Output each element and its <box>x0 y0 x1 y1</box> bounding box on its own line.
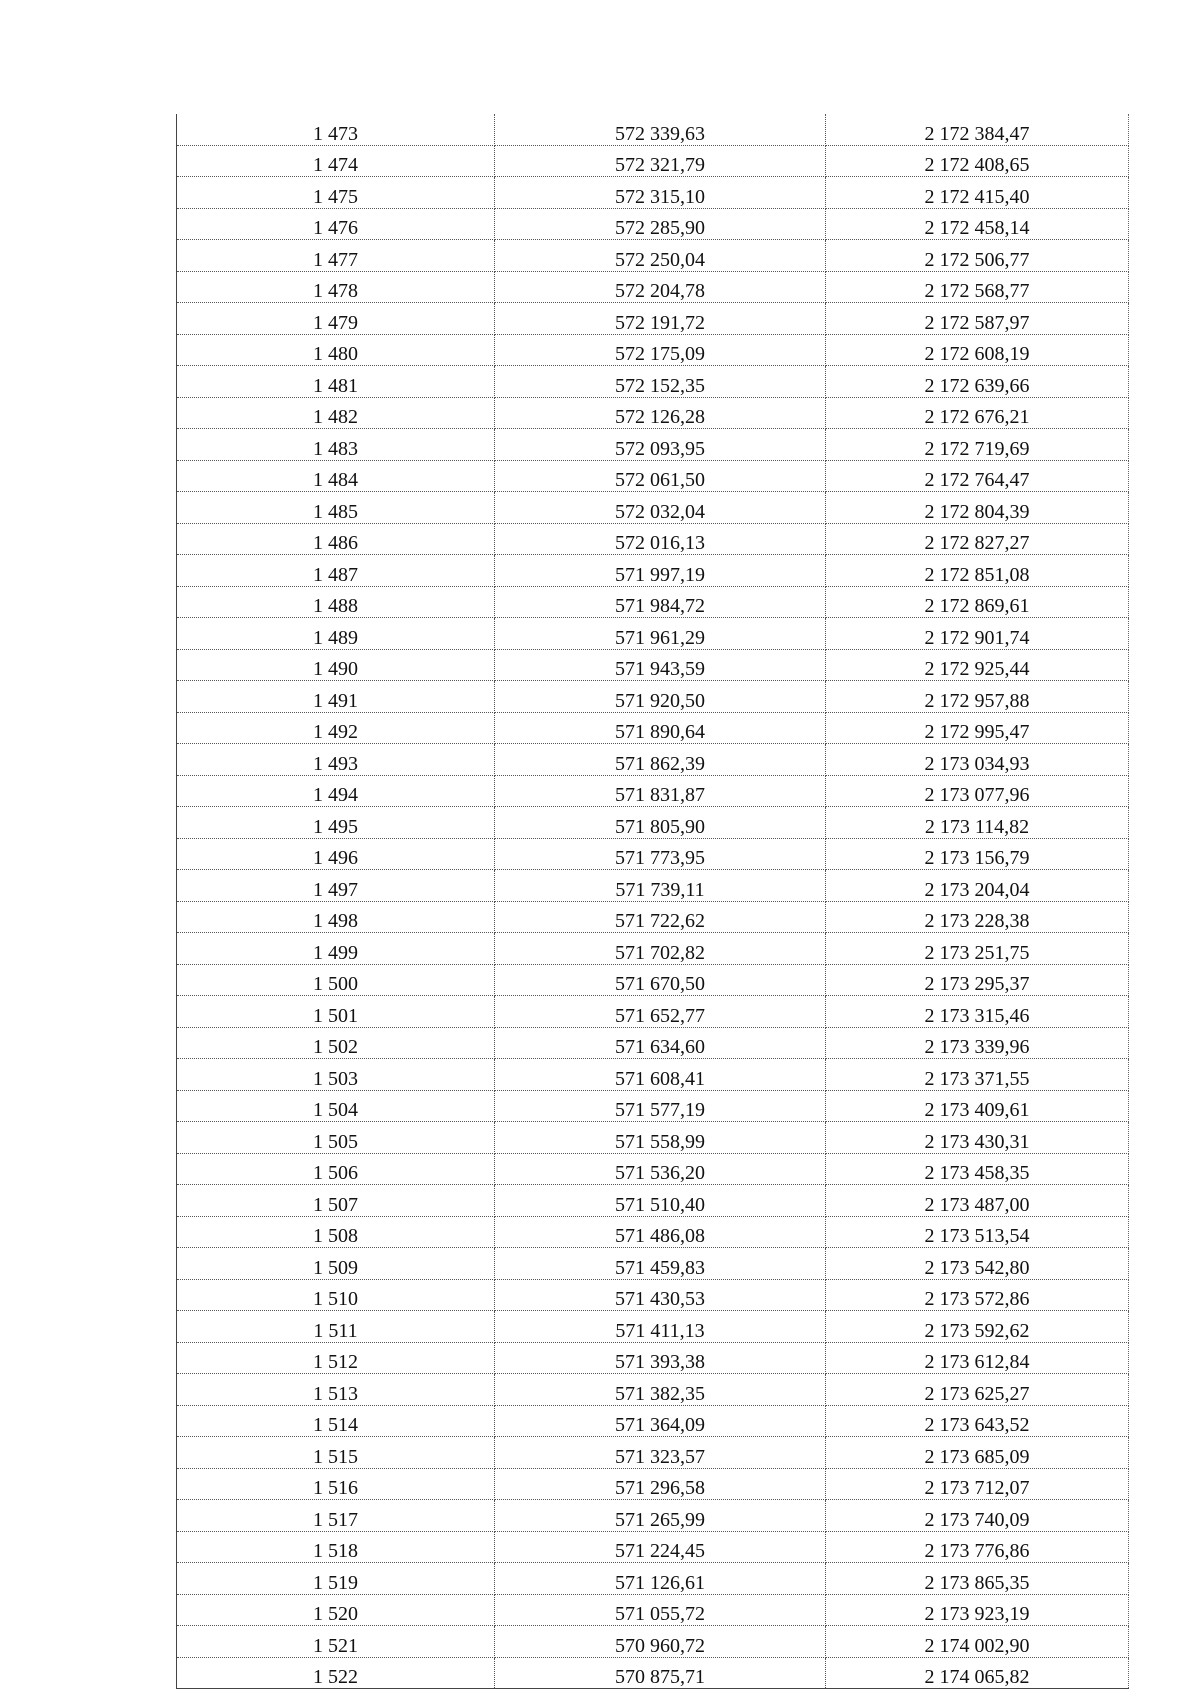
y-coordinate-cell: 2 172 587,97 <box>826 303 1129 335</box>
point-number-cell: 1 509 <box>177 1248 495 1280</box>
point-number-cell: 1 522 <box>177 1657 495 1689</box>
table-row <box>177 429 1129 461</box>
table-row <box>177 114 1129 145</box>
x-coordinate-cell: 571 459,83 <box>495 1248 826 1280</box>
point-number-cell: 1 511 <box>177 1311 495 1343</box>
x-coordinate-cell: 571 430,53 <box>495 1279 826 1311</box>
y-coordinate-cell: 2 173 776,86 <box>826 1531 1129 1563</box>
x-coordinate-cell: 572 016,13 <box>495 523 826 555</box>
y-coordinate-cell: 2 172 608,19 <box>826 334 1129 366</box>
table-row <box>177 1153 1129 1185</box>
table-row <box>177 618 1129 650</box>
x-coordinate-cell: 571 890,64 <box>495 712 826 744</box>
x-coordinate-cell: 572 175,09 <box>495 334 826 366</box>
x-coordinate-cell: 572 191,72 <box>495 303 826 335</box>
x-coordinate-cell: 572 285,90 <box>495 208 826 240</box>
y-coordinate-cell: 2 172 384,47 <box>826 114 1129 145</box>
x-coordinate-cell: 571 536,20 <box>495 1153 826 1185</box>
point-number-cell: 1 501 <box>177 996 495 1028</box>
table-row <box>177 145 1129 177</box>
point-number-cell: 1 487 <box>177 555 495 587</box>
y-coordinate-cell: 2 173 077,96 <box>826 775 1129 807</box>
y-coordinate-cell: 2 172 676,21 <box>826 397 1129 429</box>
table-row <box>177 649 1129 681</box>
table-row <box>177 586 1129 618</box>
point-number-cell: 1 519 <box>177 1563 495 1595</box>
point-number-cell: 1 496 <box>177 838 495 870</box>
point-number-cell: 1 490 <box>177 649 495 681</box>
x-coordinate-cell: 571 608,41 <box>495 1059 826 1091</box>
x-coordinate-cell: 571 831,87 <box>495 775 826 807</box>
point-number-cell: 1 498 <box>177 901 495 933</box>
y-coordinate-cell: 2 173 156,79 <box>826 838 1129 870</box>
x-coordinate-cell: 572 152,35 <box>495 366 826 398</box>
point-number-cell: 1 513 <box>177 1374 495 1406</box>
table-row <box>177 208 1129 240</box>
point-number-cell: 1 520 <box>177 1594 495 1626</box>
table-row <box>177 933 1129 965</box>
x-coordinate-cell: 571 862,39 <box>495 744 826 776</box>
point-number-cell: 1 507 <box>177 1185 495 1217</box>
point-number-cell: 1 516 <box>177 1468 495 1500</box>
point-number-cell: 1 506 <box>177 1153 495 1185</box>
y-coordinate-cell: 2 172 639,66 <box>826 366 1129 398</box>
table-row <box>177 964 1129 996</box>
y-coordinate-cell: 2 173 625,27 <box>826 1374 1129 1406</box>
x-coordinate-cell: 571 382,35 <box>495 1374 826 1406</box>
point-number-cell: 1 477 <box>177 240 495 272</box>
point-number-cell: 1 483 <box>177 429 495 461</box>
table-row <box>177 1468 1129 1500</box>
point-number-cell: 1 494 <box>177 775 495 807</box>
x-coordinate-cell: 571 984,72 <box>495 586 826 618</box>
point-number-cell: 1 515 <box>177 1437 495 1469</box>
y-coordinate-cell: 2 172 901,74 <box>826 618 1129 650</box>
y-coordinate-cell: 2 173 592,62 <box>826 1311 1129 1343</box>
table-row <box>177 1374 1129 1406</box>
y-coordinate-cell: 2 173 712,07 <box>826 1468 1129 1500</box>
y-coordinate-cell: 2 173 430,31 <box>826 1122 1129 1154</box>
point-number-cell: 1 479 <box>177 303 495 335</box>
point-number-cell: 1 517 <box>177 1500 495 1532</box>
x-coordinate-cell: 572 061,50 <box>495 460 826 492</box>
table-row <box>177 1122 1129 1154</box>
point-number-cell: 1 497 <box>177 870 495 902</box>
y-coordinate-cell: 2 173 643,52 <box>826 1405 1129 1437</box>
y-coordinate-cell: 2 173 034,93 <box>826 744 1129 776</box>
point-number-cell: 1 500 <box>177 964 495 996</box>
table-row <box>177 1657 1129 1689</box>
point-number-cell: 1 489 <box>177 618 495 650</box>
table-row <box>177 744 1129 776</box>
y-coordinate-cell: 2 173 339,96 <box>826 1027 1129 1059</box>
x-coordinate-cell: 571 510,40 <box>495 1185 826 1217</box>
x-coordinate-cell: 571 364,09 <box>495 1405 826 1437</box>
y-coordinate-cell: 2 173 542,80 <box>826 1248 1129 1280</box>
table-row <box>177 807 1129 839</box>
table-row <box>177 240 1129 272</box>
x-coordinate-cell: 571 126,61 <box>495 1563 826 1595</box>
point-number-cell: 1 514 <box>177 1405 495 1437</box>
x-coordinate-cell: 571 411,13 <box>495 1311 826 1343</box>
table-row <box>177 366 1129 398</box>
point-number-cell: 1 492 <box>177 712 495 744</box>
point-number-cell: 1 485 <box>177 492 495 524</box>
y-coordinate-cell: 2 172 851,08 <box>826 555 1129 587</box>
table-row <box>177 555 1129 587</box>
point-number-cell: 1 493 <box>177 744 495 776</box>
y-coordinate-cell: 2 173 114,82 <box>826 807 1129 839</box>
table-row <box>177 870 1129 902</box>
table-row <box>177 1279 1129 1311</box>
y-coordinate-cell: 2 172 804,39 <box>826 492 1129 524</box>
table-row <box>177 334 1129 366</box>
x-coordinate-cell: 570 875,71 <box>495 1657 826 1689</box>
table-row <box>177 1216 1129 1248</box>
table-row <box>177 1531 1129 1563</box>
y-coordinate-cell: 2 173 204,04 <box>826 870 1129 902</box>
point-number-cell: 1 495 <box>177 807 495 839</box>
point-number-cell: 1 521 <box>177 1626 495 1658</box>
y-coordinate-cell: 2 172 506,77 <box>826 240 1129 272</box>
x-coordinate-cell: 571 773,95 <box>495 838 826 870</box>
x-coordinate-cell: 571 634,60 <box>495 1027 826 1059</box>
point-number-cell: 1 504 <box>177 1090 495 1122</box>
point-number-cell: 1 502 <box>177 1027 495 1059</box>
y-coordinate-cell: 2 172 827,27 <box>826 523 1129 555</box>
table-row <box>177 1311 1129 1343</box>
point-number-cell: 1 474 <box>177 145 495 177</box>
table-row <box>177 523 1129 555</box>
x-coordinate-cell: 571 805,90 <box>495 807 826 839</box>
y-coordinate-cell: 2 173 572,86 <box>826 1279 1129 1311</box>
coordinates-table <box>176 114 1129 1689</box>
table-row <box>177 1027 1129 1059</box>
y-coordinate-cell: 2 173 251,75 <box>826 933 1129 965</box>
table-row <box>177 460 1129 492</box>
table-row <box>177 177 1129 209</box>
point-number-cell: 1 473 <box>177 114 495 145</box>
table-row <box>177 1090 1129 1122</box>
table-row <box>177 1500 1129 1532</box>
y-coordinate-cell: 2 173 612,84 <box>826 1342 1129 1374</box>
point-number-cell: 1 484 <box>177 460 495 492</box>
x-coordinate-cell: 571 393,38 <box>495 1342 826 1374</box>
x-coordinate-cell: 572 032,04 <box>495 492 826 524</box>
x-coordinate-cell: 571 702,82 <box>495 933 826 965</box>
y-coordinate-cell: 2 173 315,46 <box>826 996 1129 1028</box>
y-coordinate-cell: 2 174 002,90 <box>826 1626 1129 1658</box>
table-row <box>177 712 1129 744</box>
point-number-cell: 1 505 <box>177 1122 495 1154</box>
x-coordinate-cell: 572 315,10 <box>495 177 826 209</box>
x-coordinate-cell: 571 739,11 <box>495 870 826 902</box>
table-row <box>177 1405 1129 1437</box>
x-coordinate-cell: 571 055,72 <box>495 1594 826 1626</box>
table-row <box>177 838 1129 870</box>
y-coordinate-cell: 2 172 925,44 <box>826 649 1129 681</box>
y-coordinate-cell: 2 172 719,69 <box>826 429 1129 461</box>
table-row <box>177 1342 1129 1374</box>
y-coordinate-cell: 2 173 295,37 <box>826 964 1129 996</box>
y-coordinate-cell: 2 173 923,19 <box>826 1594 1129 1626</box>
table-row <box>177 1563 1129 1595</box>
table-row <box>177 996 1129 1028</box>
point-number-cell: 1 491 <box>177 681 495 713</box>
x-coordinate-cell: 571 558,99 <box>495 1122 826 1154</box>
x-coordinate-cell: 572 093,95 <box>495 429 826 461</box>
table-row <box>177 681 1129 713</box>
table-row <box>177 1059 1129 1091</box>
x-coordinate-cell: 571 722,62 <box>495 901 826 933</box>
x-coordinate-cell: 570 960,72 <box>495 1626 826 1658</box>
y-coordinate-cell: 2 172 869,61 <box>826 586 1129 618</box>
x-coordinate-cell: 572 250,04 <box>495 240 826 272</box>
y-coordinate-cell: 2 172 458,14 <box>826 208 1129 240</box>
point-number-cell: 1 478 <box>177 271 495 303</box>
point-number-cell: 1 480 <box>177 334 495 366</box>
y-coordinate-cell: 2 172 995,47 <box>826 712 1129 744</box>
table-row <box>177 271 1129 303</box>
coordinates-table-body <box>177 114 1129 1689</box>
y-coordinate-cell: 2 173 371,55 <box>826 1059 1129 1091</box>
y-coordinate-cell: 2 173 685,09 <box>826 1437 1129 1469</box>
point-number-cell: 1 481 <box>177 366 495 398</box>
y-coordinate-cell: 2 172 408,65 <box>826 145 1129 177</box>
table-row <box>177 303 1129 335</box>
y-coordinate-cell: 2 174 065,82 <box>826 1657 1129 1689</box>
x-coordinate-cell: 571 323,57 <box>495 1437 826 1469</box>
table-row <box>177 1248 1129 1280</box>
point-number-cell: 1 518 <box>177 1531 495 1563</box>
table-row <box>177 775 1129 807</box>
point-number-cell: 1 475 <box>177 177 495 209</box>
point-number-cell: 1 482 <box>177 397 495 429</box>
x-coordinate-cell: 571 577,19 <box>495 1090 826 1122</box>
table-row <box>177 901 1129 933</box>
point-number-cell: 1 508 <box>177 1216 495 1248</box>
x-coordinate-cell: 571 224,45 <box>495 1531 826 1563</box>
x-coordinate-cell: 572 321,79 <box>495 145 826 177</box>
x-coordinate-cell: 571 920,50 <box>495 681 826 713</box>
table-row <box>177 1594 1129 1626</box>
y-coordinate-cell: 2 173 487,00 <box>826 1185 1129 1217</box>
point-number-cell: 1 499 <box>177 933 495 965</box>
y-coordinate-cell: 2 173 458,35 <box>826 1153 1129 1185</box>
point-number-cell: 1 486 <box>177 523 495 555</box>
point-number-cell: 1 503 <box>177 1059 495 1091</box>
point-number-cell: 1 510 <box>177 1279 495 1311</box>
y-coordinate-cell: 2 172 957,88 <box>826 681 1129 713</box>
y-coordinate-cell: 2 172 764,47 <box>826 460 1129 492</box>
y-coordinate-cell: 2 173 513,54 <box>826 1216 1129 1248</box>
x-coordinate-cell: 572 204,78 <box>495 271 826 303</box>
x-coordinate-cell: 571 670,50 <box>495 964 826 996</box>
table-row <box>177 1437 1129 1469</box>
x-coordinate-cell: 571 652,77 <box>495 996 826 1028</box>
table-row <box>177 1626 1129 1658</box>
y-coordinate-cell: 2 173 865,35 <box>826 1563 1129 1595</box>
y-coordinate-cell: 2 172 415,40 <box>826 177 1129 209</box>
y-coordinate-cell: 2 173 409,61 <box>826 1090 1129 1122</box>
x-coordinate-cell: 571 486,08 <box>495 1216 826 1248</box>
y-coordinate-cell: 2 173 228,38 <box>826 901 1129 933</box>
point-number-cell: 1 488 <box>177 586 495 618</box>
table-row <box>177 397 1129 429</box>
y-coordinate-cell: 2 172 568,77 <box>826 271 1129 303</box>
point-number-cell: 1 512 <box>177 1342 495 1374</box>
x-coordinate-cell: 571 943,59 <box>495 649 826 681</box>
table-row <box>177 1185 1129 1217</box>
table-row <box>177 492 1129 524</box>
x-coordinate-cell: 571 265,99 <box>495 1500 826 1532</box>
point-number-cell: 1 476 <box>177 208 495 240</box>
x-coordinate-cell: 572 126,28 <box>495 397 826 429</box>
x-coordinate-cell: 571 296,58 <box>495 1468 826 1500</box>
x-coordinate-cell: 572 339,63 <box>495 114 826 145</box>
x-coordinate-cell: 571 961,29 <box>495 618 826 650</box>
x-coordinate-cell: 571 997,19 <box>495 555 826 587</box>
y-coordinate-cell: 2 173 740,09 <box>826 1500 1129 1532</box>
